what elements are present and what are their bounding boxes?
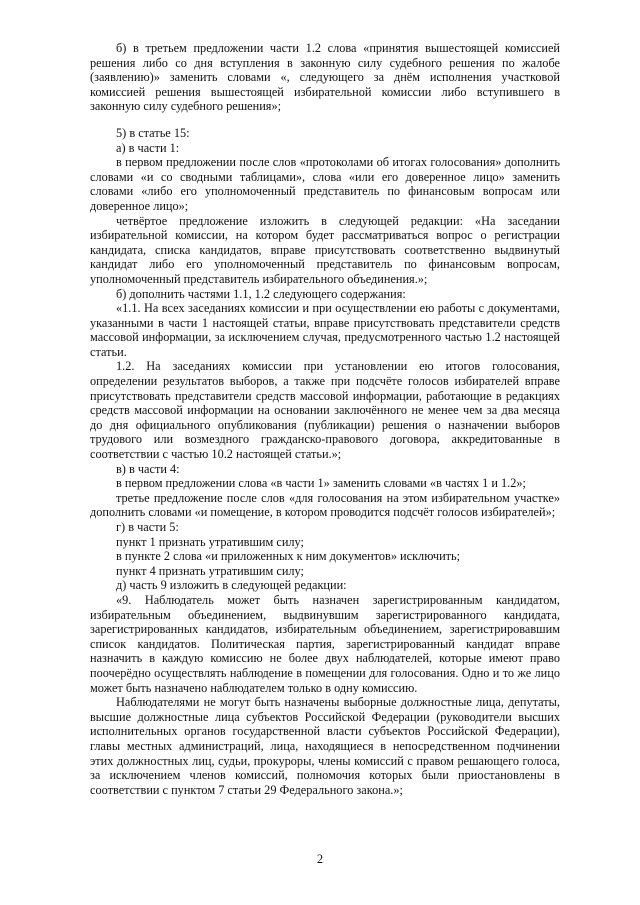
paragraph: пункт 1 признать утратившим силу; (116, 534, 304, 549)
paragraph: четвёртое предложение изложить в следующей редакции: «На заседании избирательной комиссии, на котором будет рассматриваться вопрос о регистрации кандидата, списка кандидатов, вправе присутствовать соответственно выдвинутый кандидат либо его уполномоченный представитель по финансовым вопросам, уполномоченный представитель избирательного объединения.»; (90, 213, 560, 286)
paragraph: а) в части 1: (116, 140, 180, 155)
paragraph: в пункте 2 слова «и приложенных к ним документов» исключить; (116, 549, 461, 564)
document-body (90, 41, 560, 797)
paragraph: пункт 4 признать утратившим силу; (116, 563, 304, 578)
paragraph: 1.2. На заседаниях комиссии при установлении ею итогов голосования, определении результатов выборов, а также при подсчёте голосов избирателей вправе присутствовать представители средств массовой информации, работающие в редакциях средств массовой информации на основании заключённого не менее чем за два месяца до дня официального опубликования (публикации) решения о назначении выборов трудового или возмездного гражданско-правового договора, аккредитованные в соответствии с частью 10.2 настоящей статьи.»; (90, 359, 560, 462)
paragraph: б) дополнить частями 1.1, 1.2 следующего содержания: (116, 286, 406, 301)
paragraph: «9. Наблюдатель может быть назначен зарегистрированным кандидатом, избирательным объединением, выдвинувшим зарегистрированного кандидата, зарегистрированных кандидатов, избирательным объединением, зарегистрировавшим список кандидатов. Политическая партия, зарегистрированный кандидат вправе назначить в каждую комиссию не более двух наблюдателей, которые имеют право поочерёдно осуществлять наблюдение в помещении для голосования. Одно и то же лицо может быть назначено наблюдателем только в одну комиссию. (90, 592, 560, 695)
paragraph: в) в части 4: (116, 461, 180, 476)
paragraph: б) в третьем предложении части 1.2 слова «принятия вышестоящей комиссией решения либо со дня вступления в законную силу судебного решения по жалобе (заявлению)» заменить словами «, следующего за днём исполнения участковой комиссией решения вышестоящей избирательной комиссии либо вступившего в законную силу судебного решения»; (90, 41, 560, 114)
paragraph: г) в части 5: (116, 520, 179, 534)
page-number: 2 (316, 852, 324, 866)
paragraph: «1.1. На всех заседаниях комиссии и при осуществлении ею работы с документами, указанными в части 1 настоящей статьи, вправе присутствовать представители средств массовой информации, за исключением случая, предусмотренного частью 1.2 настоящей статьи. (90, 301, 560, 359)
paragraph: 5) в статье 15: (116, 125, 190, 140)
paragraph: в первом предложении слова «в части 1» заменить словами «в частях 1 и 1.2»; (116, 476, 526, 491)
paragraph: в первом предложении после слов «протоколами об итогах голосования» дополнить словами «и со сводными таблицами», слова «или его доверенное лицо» заменить словами «либо его уполномоченный представитель по финансовым вопросам или доверенное лицо»; (90, 155, 560, 213)
paragraph: Наблюдателями не могут быть назначены выборные должностные лица, депутаты, высшие должностные лица субъектов Российской Федерации (руководители высших исполнительных органов государственной власти субъектов Российской Федерации), главы местных администраций, лица, находящиеся в непосредственном подчинении этих должностных лиц, судьи, прокуроры, члены комиссий с правом решающего голоса, за исключением членов комиссий, полномочия которых были приостановлены в соответствии с пунктом 7 статьи 29 Федерального закона.»; (90, 695, 560, 797)
paragraph: третье предложение после слов «для голосования на этом избирательном участке» дополнить словами «и помещение, в котором проводится подсчёт голосов избирателей»; (90, 490, 560, 520)
paragraph: д) часть 9 изложить в следующей редакции: (116, 578, 347, 593)
